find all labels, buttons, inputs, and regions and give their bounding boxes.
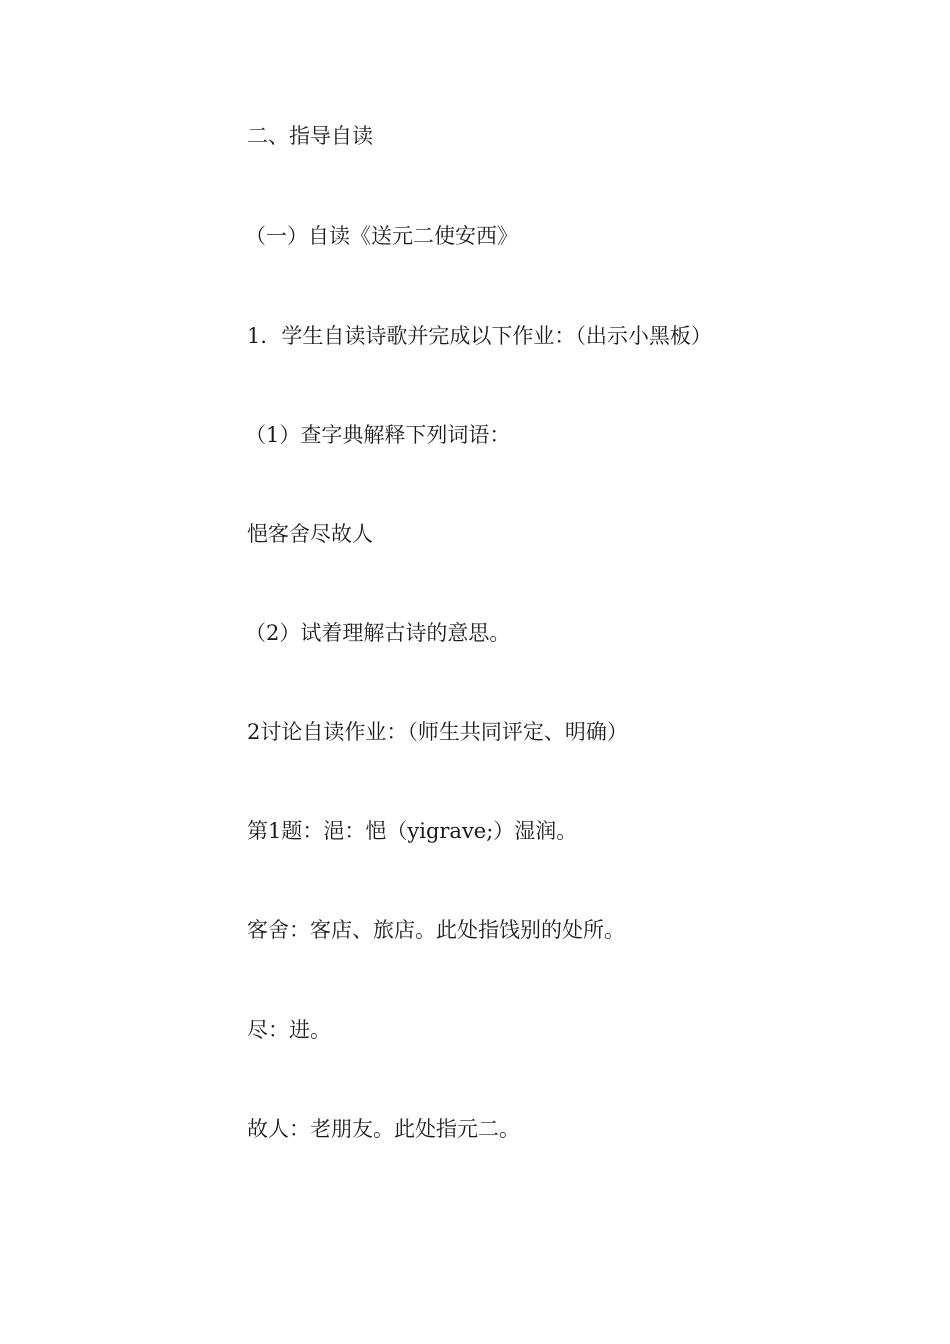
- subsection-heading: （一）自读《送元二使安西》: [245, 224, 518, 248]
- answer-item: 客舍：客店、旅店。此处指饯别的处所。: [247, 918, 625, 942]
- answer-item: 第1题：浥：悒（yigrave;）湿润。: [247, 819, 578, 843]
- section-heading: 二、指导自读: [247, 124, 373, 148]
- task-item-1: （1）查字典解释下列词语：: [245, 423, 511, 447]
- task-item-2: （2）试着理解古诗的意思。: [245, 621, 511, 645]
- task-instruction: 1．学生自读诗歌并完成以下作业：（出示小黑板）: [247, 324, 712, 348]
- discussion-instruction: 2讨论自读作业：（师生共同评定、明确）: [247, 720, 628, 744]
- answer-item: 尽：进。: [247, 1018, 331, 1042]
- answer-item: 故人：老朋友。此处指元二。: [247, 1117, 520, 1141]
- vocabulary-list: 悒客舍尽故人: [247, 522, 373, 546]
